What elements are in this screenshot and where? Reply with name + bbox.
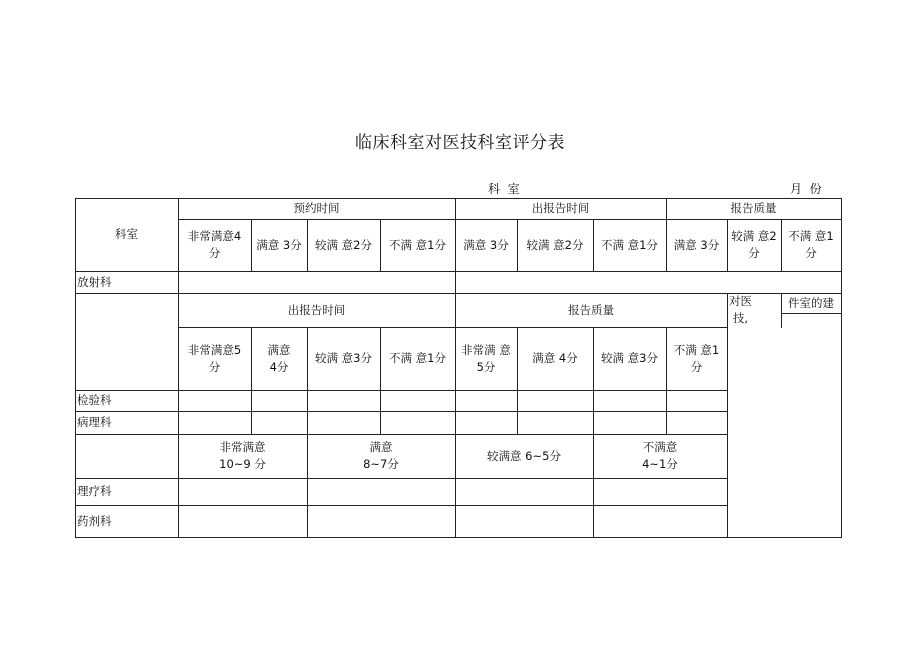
rating-header: 满意 3分: [463, 237, 509, 252]
rating-header: 较满意 6~5分: [487, 448, 561, 463]
dept-name: 放射科: [77, 274, 112, 289]
rating-header: 非常满意5 分: [187, 342, 242, 374]
group-appointment-time: 预约时间: [293, 201, 340, 215]
rating-header: 非常满意4 分: [187, 229, 242, 260]
group-report-quality: 报告质量: [730, 201, 777, 215]
dept-name: 药剂科: [77, 513, 112, 528]
group-report-time: 出报告时间: [287, 302, 346, 317]
rating-header: 不满 意1分: [601, 237, 658, 252]
rating-header: 满意 4分: [267, 342, 291, 374]
rating-header: 较满 意2分: [315, 237, 372, 252]
rating-header: 较满 意3分: [601, 351, 658, 365]
rating-header: 满意 8~7分: [363, 440, 399, 471]
rating-header: 不满 意1分: [389, 351, 446, 365]
page-title: 临床科室对医技科室评分表: [355, 133, 565, 153]
table-rule: [781, 313, 842, 314]
rating-header: 不满意 4~1分: [642, 440, 678, 471]
rating-header: 满意 3分: [673, 237, 720, 252]
rating-header: 不满 意1分: [389, 237, 446, 252]
note-text: 件室的建: [788, 295, 834, 310]
month-label: 月 份: [790, 182, 822, 196]
rating-header: 不满 意1 分: [673, 342, 720, 374]
note-text: 对医 技,: [729, 294, 752, 325]
dept-name: 病理科: [77, 415, 112, 429]
group-report-time: 出报告时间: [531, 201, 590, 215]
table-rule: [841, 198, 842, 538]
rating-header: 非常满 意 5分: [461, 342, 511, 374]
rating-header: 较满 意3分: [315, 351, 372, 365]
dept-name: 检验科: [77, 393, 112, 407]
dept-name: 理疗科: [77, 484, 112, 498]
table-rule: [727, 293, 728, 538]
rating-header: 较满 意2 分: [731, 229, 777, 260]
rating-header: 较满 意2分: [526, 237, 584, 252]
group-report-quality: 报告质量: [568, 302, 614, 317]
rating-header: 不满 意1 分: [788, 229, 834, 260]
rating-header: 满意 3分: [256, 237, 302, 252]
rating-header: 非常满意 10~9 分: [219, 440, 266, 471]
dept-header: 科室: [115, 227, 138, 241]
dept-label: 科 室: [488, 182, 520, 196]
rating-header: 满意 4分: [532, 351, 578, 365]
